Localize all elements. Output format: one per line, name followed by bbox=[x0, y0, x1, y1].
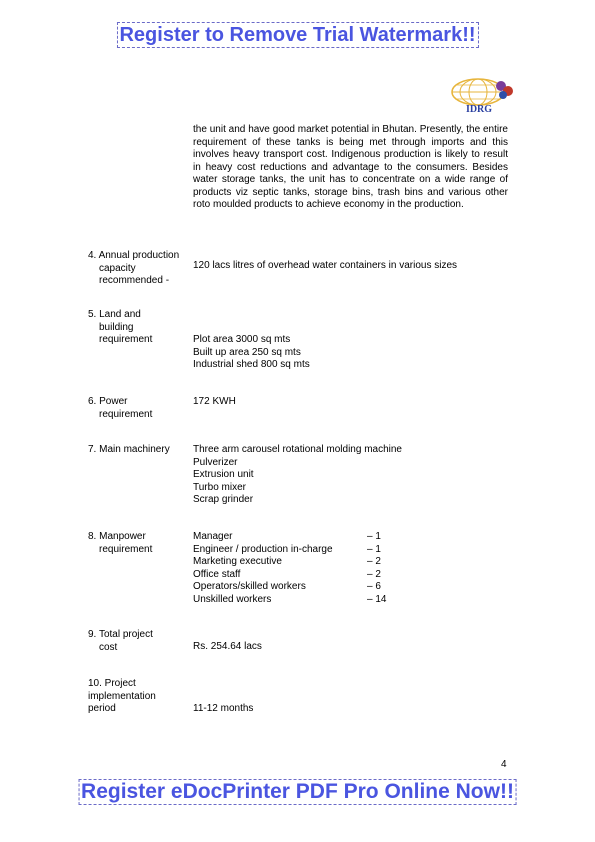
globe-logo-icon bbox=[448, 77, 516, 107]
manpower-role: Marketing executive bbox=[193, 556, 282, 567]
label-line: requirement bbox=[99, 334, 153, 345]
value-line: Built up area 250 sq mts bbox=[193, 346, 301, 358]
manpower-label bbox=[88, 531, 188, 556]
label-line: period bbox=[88, 703, 116, 714]
value-line: 11-12 months bbox=[193, 703, 254, 714]
manpower-role: Engineer / production in-charge bbox=[193, 543, 333, 555]
value-line: Extrusion unit bbox=[193, 469, 254, 480]
value-line: Scrap grinder bbox=[193, 494, 254, 505]
manpower-role: Unskilled workers bbox=[193, 593, 272, 605]
label-line: recommended - bbox=[99, 275, 170, 286]
machinery-label bbox=[88, 444, 188, 457]
power-value bbox=[193, 396, 513, 409]
label-line: 4. Annual production bbox=[88, 250, 180, 261]
manpower-role: Manager bbox=[193, 531, 233, 542]
trial-watermark-top: Register to Remove Trial Watermark!! bbox=[116, 22, 478, 48]
page-number: 4 bbox=[501, 759, 507, 770]
label-line: 6. Power bbox=[88, 396, 128, 407]
value-line: Rs. 254.64 lacs bbox=[193, 641, 262, 652]
label-line: requirement bbox=[99, 408, 153, 420]
label-line: implementation bbox=[88, 690, 156, 702]
value-line: Pulverizer bbox=[193, 456, 238, 468]
label-line: 5. Land and bbox=[88, 309, 141, 320]
implementation-label bbox=[88, 678, 188, 716]
label-line: 10. Project bbox=[88, 678, 136, 689]
label-line: 8. Manpower bbox=[88, 531, 146, 542]
logo-text: IDRG bbox=[465, 104, 493, 115]
value-line: Turbo mixer bbox=[193, 481, 246, 493]
manpower-count: – 6 bbox=[367, 581, 381, 592]
capacity-label bbox=[88, 250, 188, 288]
label-line: 7. Main machinery bbox=[88, 444, 170, 455]
manpower-count: – 1 bbox=[367, 543, 381, 555]
label-line: cost bbox=[99, 641, 118, 653]
label-line: 9. Total project bbox=[88, 629, 153, 640]
manpower-count: – 2 bbox=[367, 556, 381, 567]
cost-label bbox=[88, 629, 188, 654]
manpower-role: Office staff bbox=[193, 568, 241, 580]
label-line: building bbox=[99, 321, 134, 333]
label-line: requirement bbox=[99, 543, 153, 555]
land-label bbox=[88, 309, 188, 347]
cost-value bbox=[193, 641, 513, 654]
land-value bbox=[193, 334, 513, 372]
intro-paragraph: the unit and have good market potential in Bhutan. Presently, the entire requirement of these tanks is being met through imports and this involves heavy transport cost. Indigenous production is likely to result in heavy cost reductions and advantage to the consumers. Besides water storage tanks, the unit has to concentrate on a wide range of products viz septic tanks, storage bins, trash bins and various other roto moulded products to achieve economy in the production. bbox=[193, 124, 508, 210]
value-line: Industrial shed 800 sq mts bbox=[193, 359, 310, 370]
capacity-value bbox=[193, 260, 513, 273]
manpower-count: – 14 bbox=[367, 593, 387, 605]
power-label bbox=[88, 396, 188, 421]
value-line: 172 KWH bbox=[193, 396, 236, 407]
implementation-value bbox=[193, 703, 513, 716]
manpower-role: Operators/skilled workers bbox=[193, 581, 306, 592]
manpower-count: – 2 bbox=[367, 568, 381, 580]
value-line: Three arm carousel rotational molding machine bbox=[193, 444, 402, 455]
value-line: 120 lacs litres of overhead water containers in various sizes bbox=[193, 260, 458, 271]
trial-watermark-bottom: Register eDocPrinter PDF Pro Online Now!! bbox=[78, 779, 517, 805]
idrg-logo bbox=[448, 77, 516, 115]
manpower-count: – 1 bbox=[367, 531, 381, 542]
label-line: capacity bbox=[99, 262, 136, 274]
machinery-value bbox=[193, 444, 513, 507]
value-line: Plot area 3000 sq mts bbox=[193, 334, 291, 345]
